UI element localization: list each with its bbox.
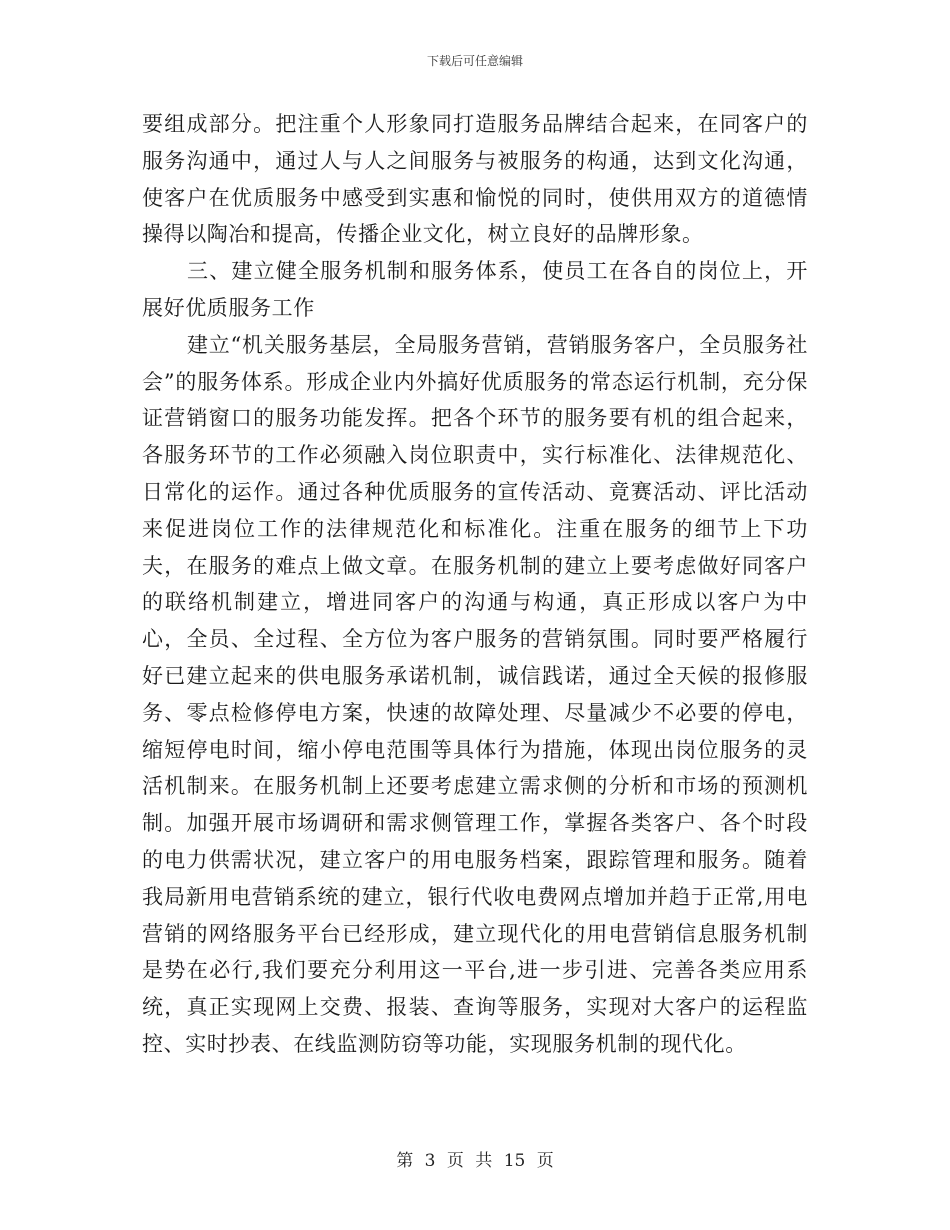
section-heading-service-mechanism: 三、建立健全服务机制和服务体系，使员工在各自的岗位上，开展好优质服务工作 <box>142 259 808 320</box>
paragraph-service-system: 建立“机关服务基层，全局服务营销，营销服务客户，全员服务社会”的服务体系。形成企业内外搞好优质服务的常态运行机制，充分保证营销窗口的服务功能发挥。把各个环节的服务要有机的组合起来，各服务环节的工作必须融入岗位职责中，实行标准化、法律规范化、日常化的运作。通过各种优质服务的宣传活动、竟赛活动、评比活动来促进岗位工作的法律规范化和标准化。注重在服务的细节上下功夫，在服务的难点上做文章。在服务机制的建立上要考虑做好同客户的联络机制建立，增进同客户的沟通与构通，真正形成以客户为中心，全员、全过程、全方位为客户服务的营销氛围。同时要严格履行好已建立起来的供电服务承诺机制，诚信践诺，通过全天候的报修服务、零点检修停电方案，快速的故障处理、尽量减少不必要的停电，缩短停电时间，缩小停电范围等具体行为措施，体现出岗位服务的灵活机制来。在服务机制上还要考虑建立需求侧的分析和市场的预测机制。加强开展市场调研和需求侧管理工作，掌握各类客户、各个时段的电力供需状况，建立客户的用电服务档案，跟踪管理和服务。随着我局新用电营销系统的建立，银行代收电费网点增加并趋于正常,用电营销的网络服务平台已经形成，建立现代化的用电营销信息服务机制是势在必行,我们要充分利用这一平台,进一步引进、完善各类应用系统，真正实现网上交费、报装、查询等服务，实现对大客户的运程监控、实时抄表、在线监测防窃等功能，实现服务机制的现代化。 <box>142 332 808 1056</box>
page-header: 下载后可任意编辑 <box>426 54 523 68</box>
paragraph-brand-image: 要组成部分。把注重个人形象同打造服务品牌结合起来，在同客户的服务沟通中，通过人与人之间服务与被服务的构通，达到文化沟通，使客户在优质服务中感受到实惠和愉悦的同时，使供用双方的道德情操得以陶冶和提高，传播企业文化，树立良好的品牌形象。 <box>142 112 808 247</box>
page-number: 第 3 页 共 15 页 <box>396 1151 554 1171</box>
document-body <box>142 106 808 1063</box>
